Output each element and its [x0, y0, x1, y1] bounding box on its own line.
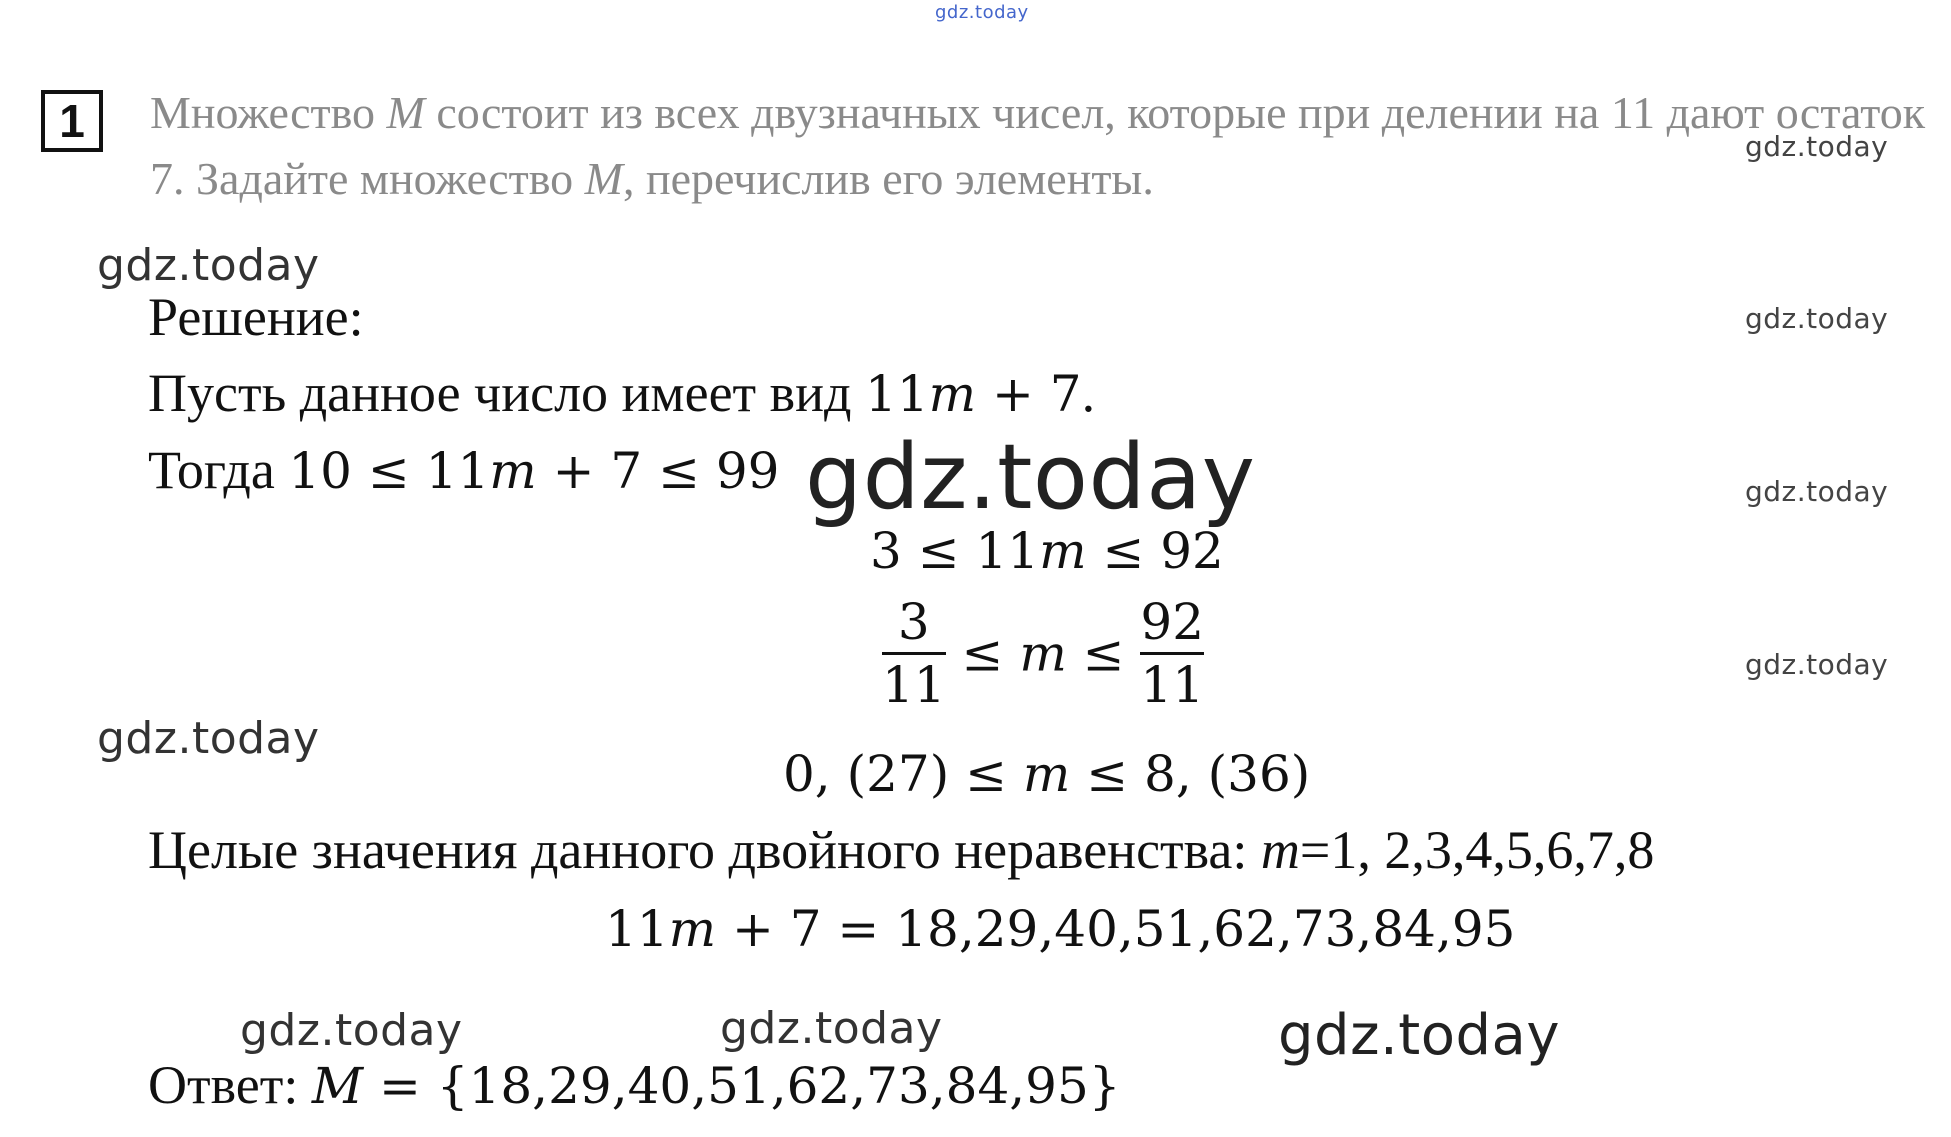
line1-math-var: m: [928, 365, 977, 423]
line3-b: ≤ 92: [1086, 522, 1224, 580]
problem-var-1: M: [386, 87, 425, 138]
solution-line-4-fractions: [882, 592, 1204, 715]
line3-a: 3 ≤ 11: [870, 522, 1040, 580]
answer-set: = {18,29,40,51,62,73,84,95}: [363, 1057, 1121, 1115]
watermark-bottom-2: gdz.today: [720, 1003, 943, 1054]
fraction-mid-b: ≤: [1066, 624, 1141, 683]
fraction-right-denominator: 11: [1140, 652, 1204, 715]
watermark-bottom-3: gdz.today: [1278, 1003, 1561, 1068]
watermark-bottom-1: gdz.today: [240, 1005, 463, 1056]
watermark-top: gdz.today: [935, 2, 1029, 23]
line2-math: [288, 442, 779, 500]
fraction-left-numerator: 3: [897, 593, 930, 651]
line5-a: 0, (27) ≤: [783, 745, 1023, 803]
solution-heading: Решение:: [148, 287, 364, 347]
line1-math: [865, 365, 1082, 423]
problem-text-1: Множество: [150, 87, 387, 138]
line7-a: 11: [605, 900, 669, 958]
fraction-mid-var: m: [1019, 624, 1067, 683]
line6-var: m: [1260, 820, 1300, 880]
line1-math-a: 11: [865, 365, 929, 423]
watermark-right-2: gdz.today: [1745, 302, 1889, 335]
problem-text-3: , перечислив его элементы.: [623, 153, 1154, 204]
line5-var: m: [1022, 745, 1071, 803]
solution-line-3: [870, 522, 1224, 580]
line1-math-b: + 7: [976, 365, 1082, 423]
solution-line-5: [783, 745, 1310, 803]
line2-math-b: + 7 ≤ 99: [536, 442, 780, 500]
answer-math: [312, 1057, 1121, 1115]
line2-math-var: m: [489, 442, 537, 500]
problem-statement: [150, 80, 1940, 212]
problem-text-2: состоит из всех двузначных чисел, которые при делении на 11 дают остаток 7. Задайте множество: [150, 87, 1926, 204]
line7-var: m: [668, 900, 717, 958]
watermark-left-2: gdz.today: [97, 713, 320, 764]
watermark-left-1: gdz.today: [97, 240, 320, 291]
watermark-right-1: gdz.today: [1745, 130, 1889, 163]
solution-line-1: [148, 363, 1096, 423]
fraction-right: [1140, 592, 1204, 715]
fraction-mid: [946, 625, 1141, 683]
fraction-right-numerator: 92: [1140, 593, 1205, 651]
line5-b: ≤ 8, (36): [1070, 745, 1311, 803]
line1-prefix: Пусть данное число имеет вид: [148, 363, 866, 423]
solution-line-6: [148, 820, 1655, 880]
watermark-right-3: gdz.today: [1745, 475, 1889, 508]
answer-line: [148, 1055, 1121, 1115]
fraction-left: [882, 592, 946, 715]
line1-suffix: .: [1081, 363, 1096, 423]
problem-var-2: M: [584, 153, 623, 204]
line7-b: + 7 = 18,29,40,51,62,73,84,95: [716, 900, 1516, 958]
solution-line-2: [148, 440, 780, 500]
watermark-center-large: gdz.today: [805, 425, 1256, 530]
solution-line-7: [605, 900, 1515, 958]
line6-prefix: Целые значения данного двойного неравенства:: [148, 820, 1261, 880]
fraction-mid-a: ≤: [945, 624, 1020, 683]
line2-prefix: Тогда: [148, 440, 289, 500]
answer-label: Ответ:: [148, 1055, 312, 1115]
answer-var: M: [311, 1057, 364, 1115]
fraction-left-denominator: 11: [882, 652, 946, 715]
line2-math-a: 10 ≤ 11: [288, 442, 490, 500]
problem-number: 1: [41, 90, 103, 152]
line3-var: m: [1039, 522, 1087, 580]
line6-values: =1, 2,3,4,5,6,7,8: [1299, 820, 1655, 880]
watermark-right-4: gdz.today: [1745, 648, 1889, 681]
